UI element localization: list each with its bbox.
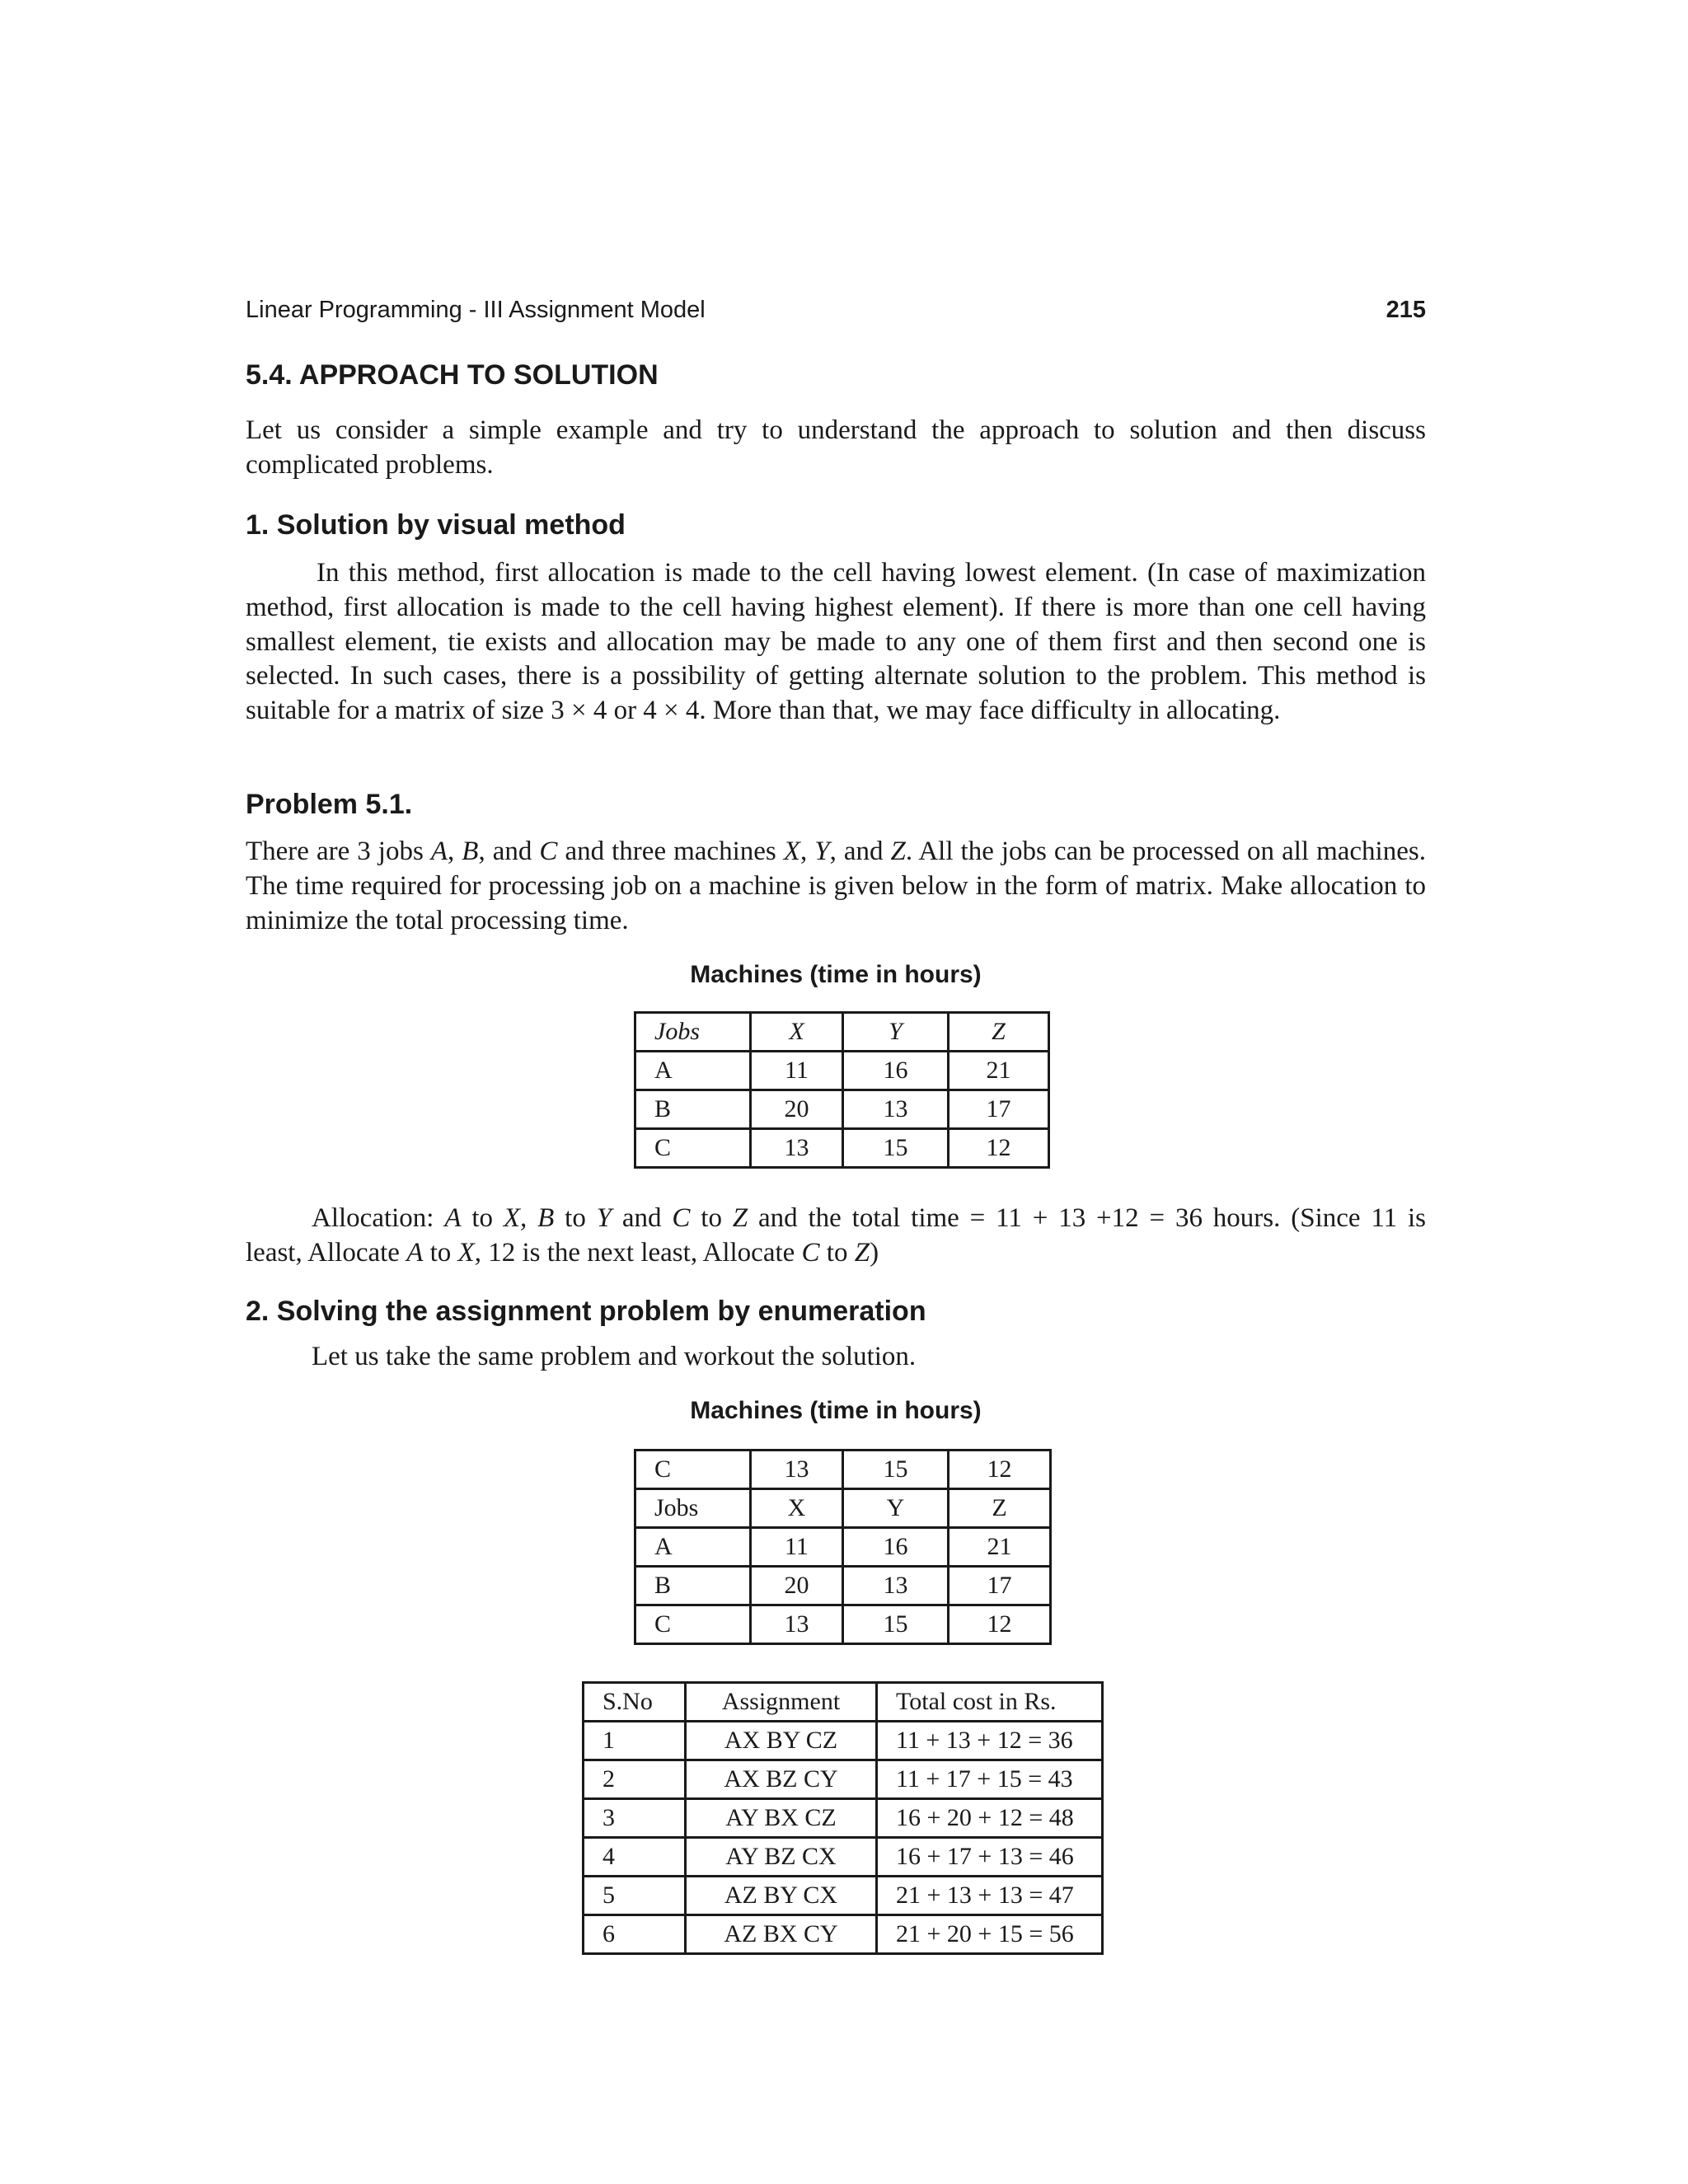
table-header-cell: Y [843, 1013, 949, 1052]
table-header-cell: Assignment [686, 1683, 877, 1722]
table-cell: 13 [843, 1090, 949, 1129]
table-cell: AY BX CZ [686, 1799, 877, 1838]
table-cell: 20 [751, 1567, 843, 1605]
table-cell: Z [949, 1489, 1051, 1528]
table-header-row [635, 1013, 1049, 1052]
table-cell: 11 [751, 1052, 843, 1090]
table-cell: 13 [843, 1567, 949, 1605]
table-cell: 1 [584, 1722, 686, 1760]
table-row [635, 1090, 1049, 1129]
method2-intro: Let us take the same problem and workout the solution. [312, 1342, 917, 1371]
table-cell: 16 [843, 1052, 949, 1090]
table-row [635, 1528, 1051, 1567]
table2-caption: Machines (time in hours) [690, 1397, 982, 1424]
table-cell: 16 [843, 1528, 949, 1567]
allocation-paragraph [246, 1202, 1426, 1271]
table-header-cell: Jobs [635, 1013, 751, 1052]
table-cell: C [635, 1605, 751, 1644]
problem-paragraph: There are 3 jobs A, B, and C and three machines X, Y, and Z. All the jobs can be processed on all machines. The time required for processing job on a machine is given below in the form of matrix. Make allocation to minimize the total processing time. [246, 837, 1426, 935]
table-header-row [584, 1683, 1103, 1722]
table-cell: 13 [751, 1129, 843, 1168]
table-row [584, 1838, 1103, 1877]
table-cell: 16 + 17 + 13 = 46 [877, 1838, 1103, 1877]
table-cell: AY BZ CX [686, 1838, 877, 1877]
table-row [635, 1605, 1051, 1644]
processing-time-table [634, 1011, 1050, 1169]
table-cell: AX BZ CY [686, 1760, 877, 1799]
method1-paragraph: In this method, first allocation is made to the cell having lowest element. (In case of maximization method, first allocation is made to the cell having highest element). If there is more than one cell having smallest element, tie exists and allocation may be made to any one of them first and then second one is selected. In such cases, there is a possibility of getting alternate solution to the problem. This method is suitable for a matrix of size 3 × 4 or 4 × 4. More than that, we may face difficulty in allocating. [246, 558, 1426, 726]
table-cell: AZ BX CY [686, 1915, 877, 1954]
table-cell: 12 [949, 1451, 1051, 1489]
table1-caption: Machines (time in hours) [690, 961, 982, 988]
table-cell: A [635, 1052, 751, 1090]
table-header-cell: Total cost in Rs. [877, 1683, 1103, 1722]
table-cell: 15 [843, 1129, 949, 1168]
table-row [635, 1489, 1051, 1528]
table-cell: AX BY CZ [686, 1722, 877, 1760]
table-cell: B [635, 1090, 751, 1129]
table-cell: 11 + 17 + 15 = 43 [877, 1760, 1103, 1799]
table-cell: 4 [584, 1838, 686, 1877]
table-row [584, 1915, 1103, 1954]
table-cell: C [635, 1451, 751, 1489]
page-number: 215 [1386, 297, 1426, 323]
allocation-line-2: least, Allocate A to X, 12 is the next least, Allocate C to Z) [246, 1237, 879, 1268]
table-cell: 16 + 20 + 12 = 48 [877, 1799, 1103, 1838]
table-cell: 12 [949, 1129, 1049, 1168]
allocation-line-1: Allocation: A to X, B to Y and C to Z and the total time = 11 + 13 +12 = 36 hours. (Since 11 is [312, 1203, 1427, 1233]
enumeration-matrix-table [634, 1449, 1052, 1645]
table-cell: 20 [751, 1090, 843, 1129]
table-cell: 21 + 20 + 15 = 56 [877, 1915, 1103, 1954]
table-cell: 13 [751, 1451, 843, 1489]
table-cell: Jobs [635, 1489, 751, 1528]
table-cell: B [635, 1567, 751, 1605]
table-cell: 17 [949, 1567, 1051, 1605]
table-header-cell: X [751, 1013, 843, 1052]
table-row [584, 1877, 1103, 1915]
table-row [584, 1760, 1103, 1799]
table-header-cell: Z [949, 1013, 1049, 1052]
table-cell: Y [843, 1489, 949, 1528]
enumeration-cost-table [582, 1681, 1104, 1955]
table-cell: 6 [584, 1915, 686, 1954]
table-cell: 13 [751, 1605, 843, 1644]
table-cell: 21 [949, 1052, 1049, 1090]
table-cell: AZ BY CX [686, 1877, 877, 1915]
page-header [246, 297, 1426, 330]
table-row [584, 1722, 1103, 1760]
table-cell: 17 [949, 1090, 1049, 1129]
problem-heading: Problem 5.1. [246, 789, 413, 820]
table-cell: 15 [843, 1451, 949, 1489]
table-cell: 21 [949, 1528, 1051, 1567]
table-row [635, 1129, 1049, 1168]
table-cell: X [751, 1489, 843, 1528]
table-row [635, 1451, 1051, 1489]
table-row [635, 1052, 1049, 1090]
table-cell: 21 + 13 + 13 = 47 [877, 1877, 1103, 1915]
table-cell: 12 [949, 1605, 1051, 1644]
table-cell: C [635, 1129, 751, 1168]
table-cell: 5 [584, 1877, 686, 1915]
running-title: Linear Programming - III Assignment Model [246, 297, 706, 323]
section-heading: 5.4. APPROACH TO SOLUTION [246, 359, 659, 391]
method1-heading: 1. Solution by visual method [246, 509, 626, 541]
table-header-cell: S.No [584, 1683, 686, 1722]
method2-heading: 2. Solving the assignment problem by enumeration [246, 1296, 926, 1327]
table-cell: 15 [843, 1605, 949, 1644]
table-cell: 11 + 13 + 12 = 36 [877, 1722, 1103, 1760]
table-cell: 3 [584, 1799, 686, 1838]
table-cell: 2 [584, 1760, 686, 1799]
table-row [584, 1799, 1103, 1838]
intro-paragraph: Let us consider a simple example and try to understand the approach to solution and then discuss complicated problems. [246, 415, 1426, 480]
table-cell: 11 [751, 1528, 843, 1567]
table-cell: A [635, 1528, 751, 1567]
table-row [635, 1567, 1051, 1605]
